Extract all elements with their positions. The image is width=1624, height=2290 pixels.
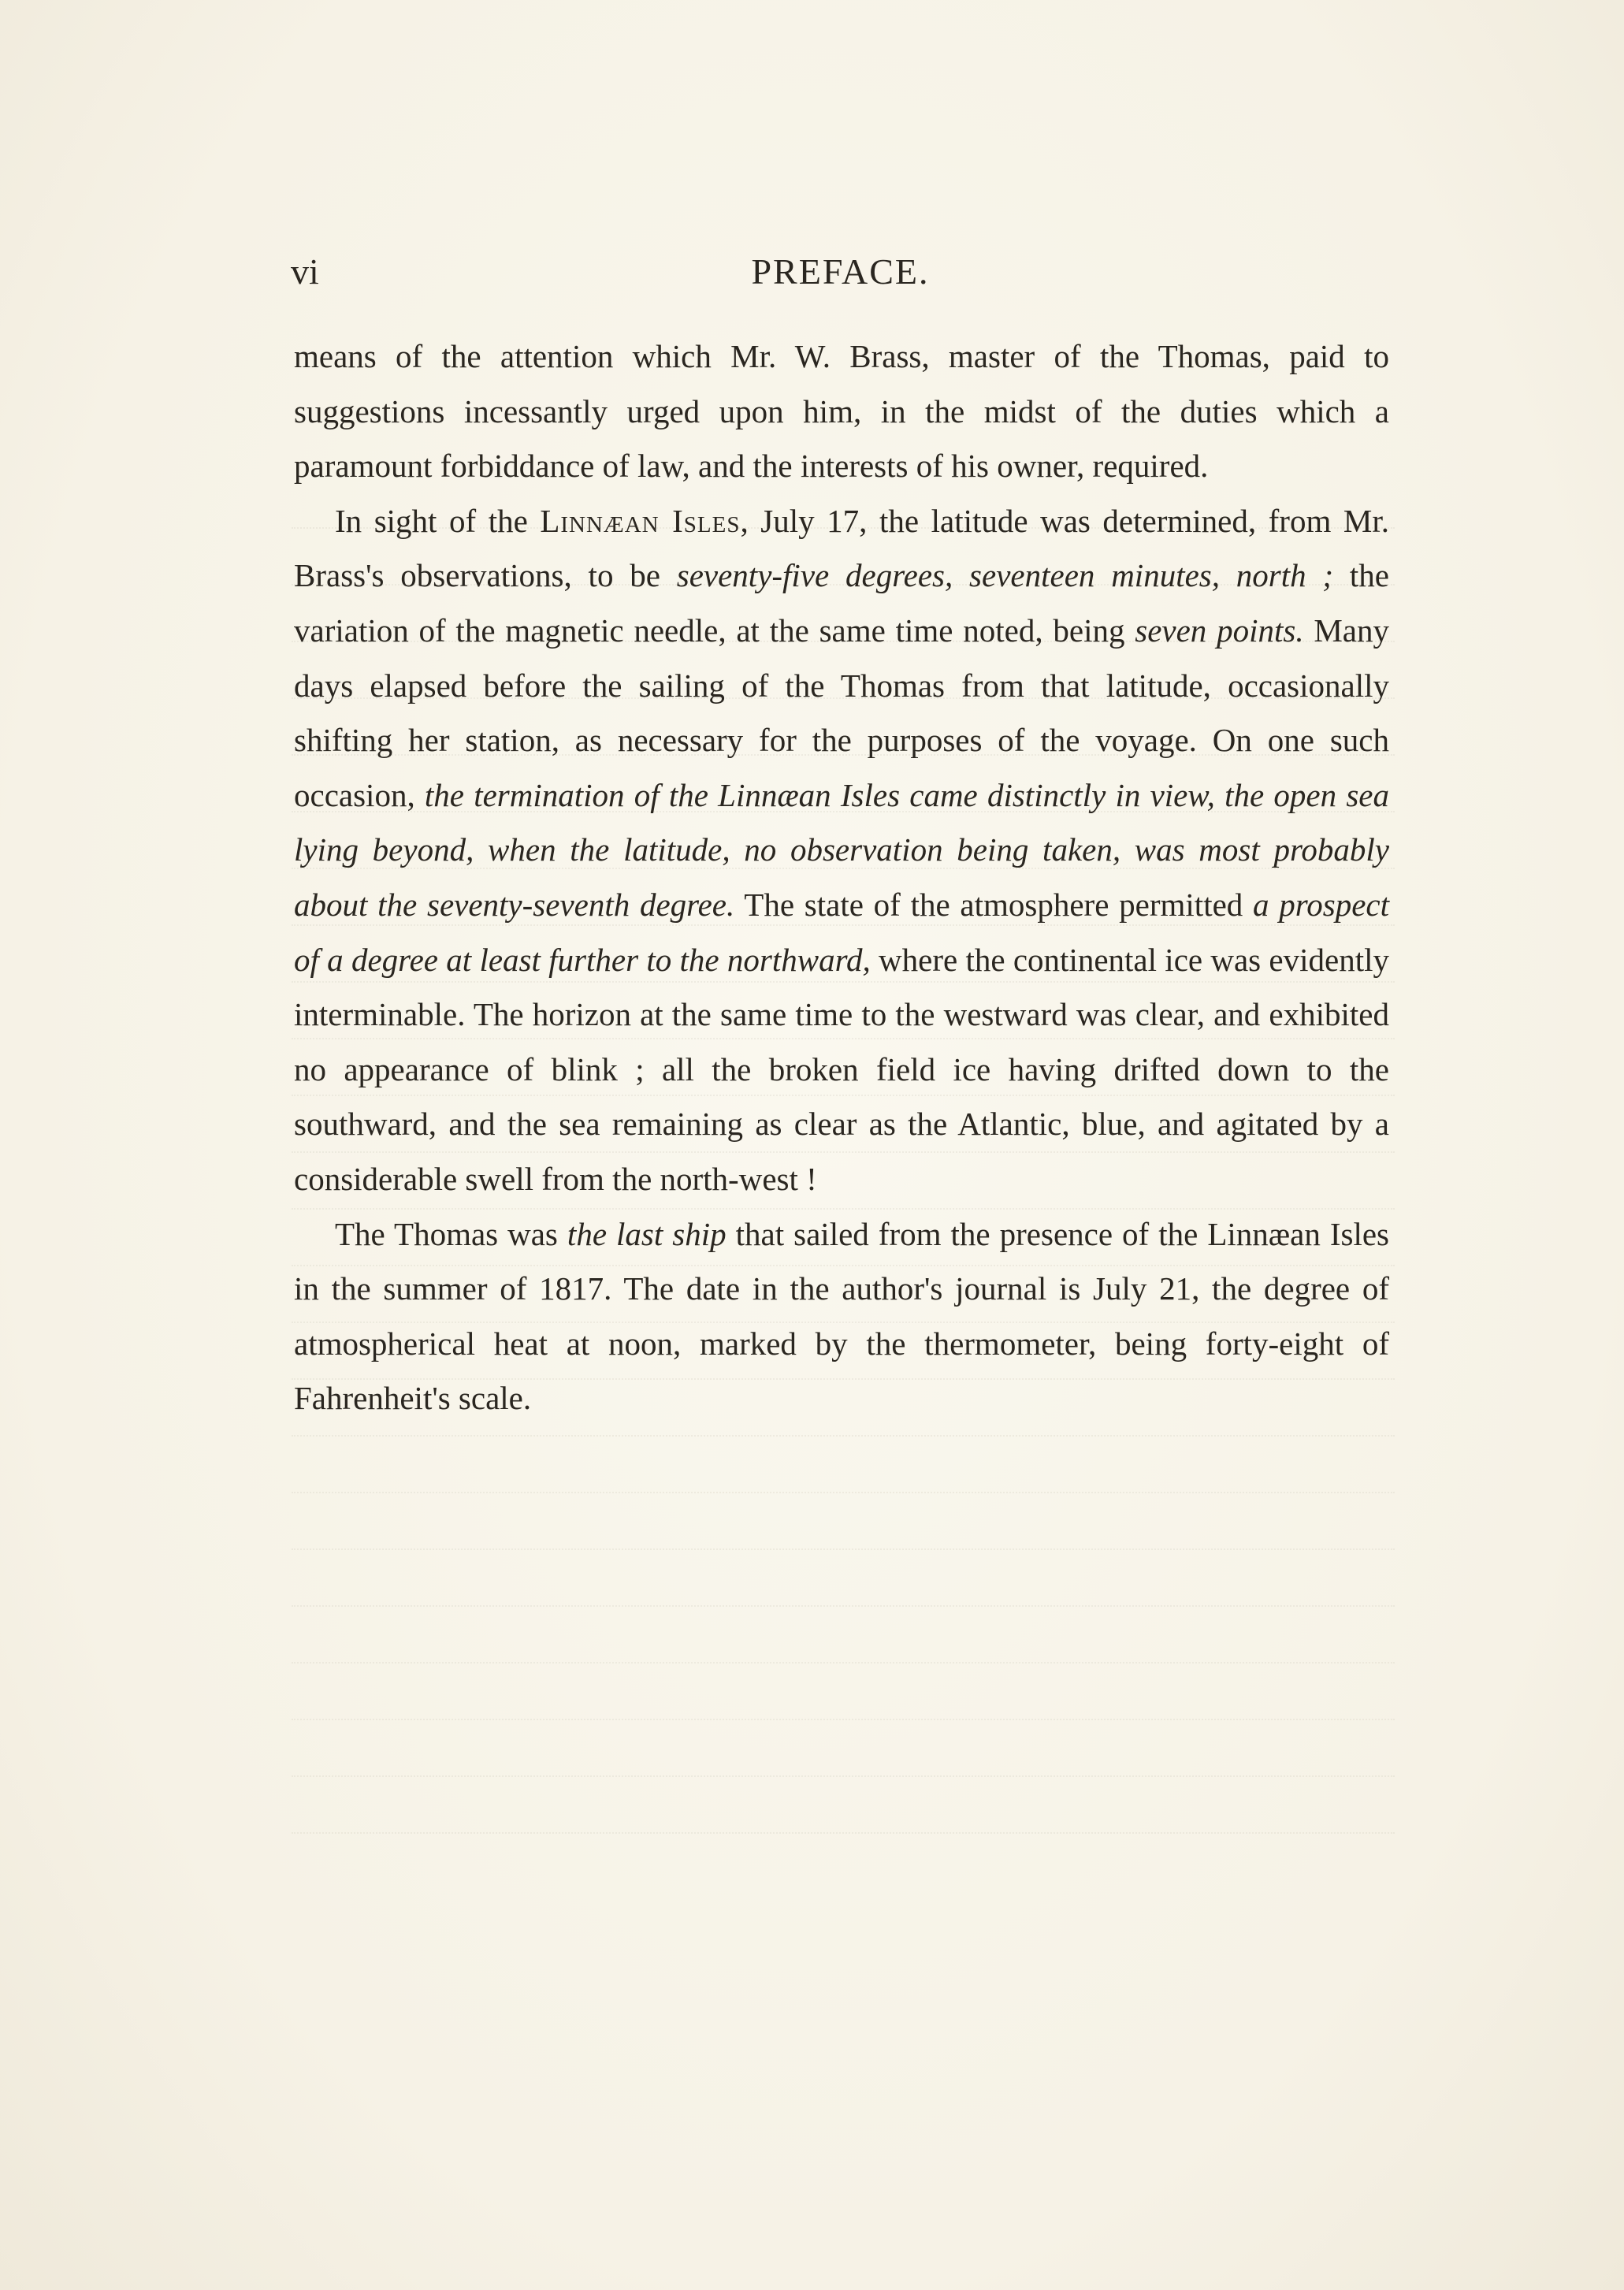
italic-run: a prospect of a degree at least further to the northward, [294,886,1389,978]
text-run: The state of the atmosphere permitted [734,886,1254,923]
page-number: vi [291,251,319,292]
text-run: In sight of the [335,502,541,539]
italic-run: seven points. [1135,612,1304,649]
text-run: , July 17, the latitude was determined, from Mr. Brass's observations, to be [294,502,1389,594]
paragraph-2 [294,494,1389,1207]
paragraph-1-text: means of the attention which Mr. W. Brass, master of the Thomas, paid to suggestions incessantly urged upon him, in the midst of the duties which a paramount forbiddance of law, and the interests of his owner, required. [294,338,1389,485]
italic-run: the last ship [567,1215,727,1252]
text-run: the variation of the magnetic needle, at the same time noted, being [294,557,1389,649]
body-text [294,329,1389,1426]
text-run: where the continental ice was evidently interminable. The horizon at the same time to the westward was clear, and exhibited no appearance of blink ; all the broken field ice having drifted down to the southward, and the sea remaining as clear as the Atlantic, blue, and agitated by a considerable swell from the north-west ! [294,941,1389,1197]
small-caps-run: Linnæan Isles [540,502,741,539]
italic-run: seventy-five degrees, seventeen minutes, north ; [676,557,1334,594]
text-run: Many days elapsed before the sailing of the Thomas from that latitude, occasionally shifting her station, as necessary for the purposes of the voyage. On one such occasion, [294,612,1390,813]
page-header [291,251,1390,298]
running-head: PREFACE. [751,251,930,292]
text-run: that sailed from the presence of the Linnæan Isles in the summer of 1817. The date in the author's journal is July 21, the degree of atmospherical heat at noon, marked by the thermometer, being forty-eight of Fahrenheit's scale. [294,1215,1389,1417]
paragraph-3 [294,1207,1389,1426]
text-run: The Thomas was [335,1215,567,1252]
paragraph-1 [294,329,1389,494]
italic-run: the termination of the Linnæan Isles came distinctly in view, the open sea lying beyond, when the latitude, no observation being taken, was most probably about the seventy-seventh degree. [294,776,1389,923]
